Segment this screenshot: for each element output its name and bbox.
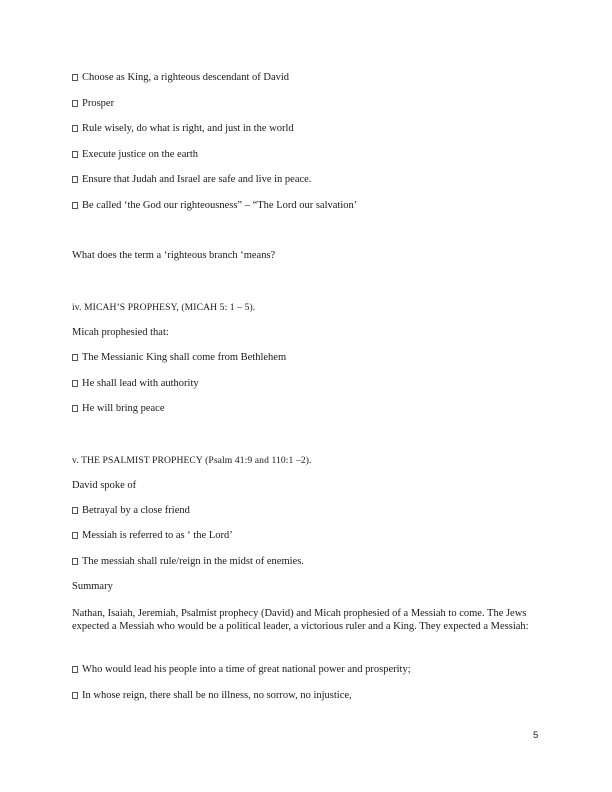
list-item — [72, 530, 233, 541]
list-item — [72, 403, 165, 414]
list-item — [72, 690, 352, 701]
page-number: 5 — [533, 730, 539, 741]
list-item-text: He will bring peace — [82, 403, 165, 414]
section-intro-psalmist: David spoke of — [72, 480, 137, 491]
list-item — [72, 664, 411, 675]
summary-title: Summary — [72, 581, 113, 592]
list-item-text: Prosper — [82, 98, 115, 109]
list-item-text: In whose reign, there shall be no illness, no sorrow, no injustice, — [82, 690, 352, 701]
bullet-box-icon — [72, 151, 78, 158]
list-item-text: Rule wisely, do what is right, and just in the world — [82, 123, 294, 134]
list-item-text: Betrayal by a close friend — [82, 505, 190, 516]
list-item — [72, 174, 311, 185]
summary-paragraph: Nathan, Isaiah, Jeremiah, Psalmist prophecy (David) and Micah prophesied of a Messiah to come. The Jews expected a Messiah who would be a political leader, a victorious ruler and a King. They expected a Messiah: — [72, 608, 529, 632]
bullet-box-icon — [72, 507, 78, 514]
list-item-text: The Messianic King shall come from Bethlehem — [82, 352, 287, 363]
bullet-box-icon — [72, 558, 78, 565]
list-item — [72, 352, 286, 363]
bullet-box-icon — [72, 100, 78, 107]
list-item — [72, 378, 199, 389]
bullet-box-icon — [72, 202, 78, 209]
question-text: What does the term a ‘righteous branch ‘means? — [72, 250, 276, 261]
list-item — [72, 98, 114, 109]
list-item-text: Ensure that Judah and Israel are safe and live in peace. — [82, 174, 312, 185]
section-heading-micah: iv. MICAH’S PROPHESY, (MICAH 5: 1 – 5). — [72, 302, 256, 313]
section-heading-psalmist: v. THE PSALMIST PROPHECY (Psalm 41:9 and 110:1 –2). — [72, 455, 312, 466]
list-item — [72, 123, 294, 134]
bullet-box-icon — [72, 666, 78, 673]
list-item — [72, 505, 190, 516]
list-item-text: He shall lead with authority — [82, 378, 199, 389]
list-item — [72, 149, 198, 160]
bullet-box-icon — [72, 125, 78, 132]
list-item-text: Who would lead his people into a time of great national power and prosperity; — [82, 664, 411, 675]
list-item-text: Messiah is referred to as ‘ the Lord’ — [82, 530, 233, 541]
bullet-box-icon — [72, 74, 78, 81]
bullet-box-icon — [72, 176, 78, 183]
list-item-text: Execute justice on the earth — [82, 149, 199, 160]
list-item-text: Be called ‘the God our righteousness” – “The Lord our salvation’ — [82, 200, 358, 211]
list-item — [72, 72, 289, 83]
bullet-box-icon — [72, 354, 78, 361]
bullet-box-icon — [72, 380, 78, 387]
list-item — [72, 556, 304, 567]
bullet-box-icon — [72, 532, 78, 539]
list-item-text: The messiah shall rule/reign in the midst of enemies. — [82, 556, 304, 567]
bullet-box-icon — [72, 692, 78, 699]
list-item — [72, 200, 357, 211]
section-intro-micah: Micah prophesied that: — [72, 327, 169, 338]
bullet-box-icon — [72, 405, 78, 412]
list-item-text: Choose as King, a righteous descendant of David — [82, 72, 290, 83]
